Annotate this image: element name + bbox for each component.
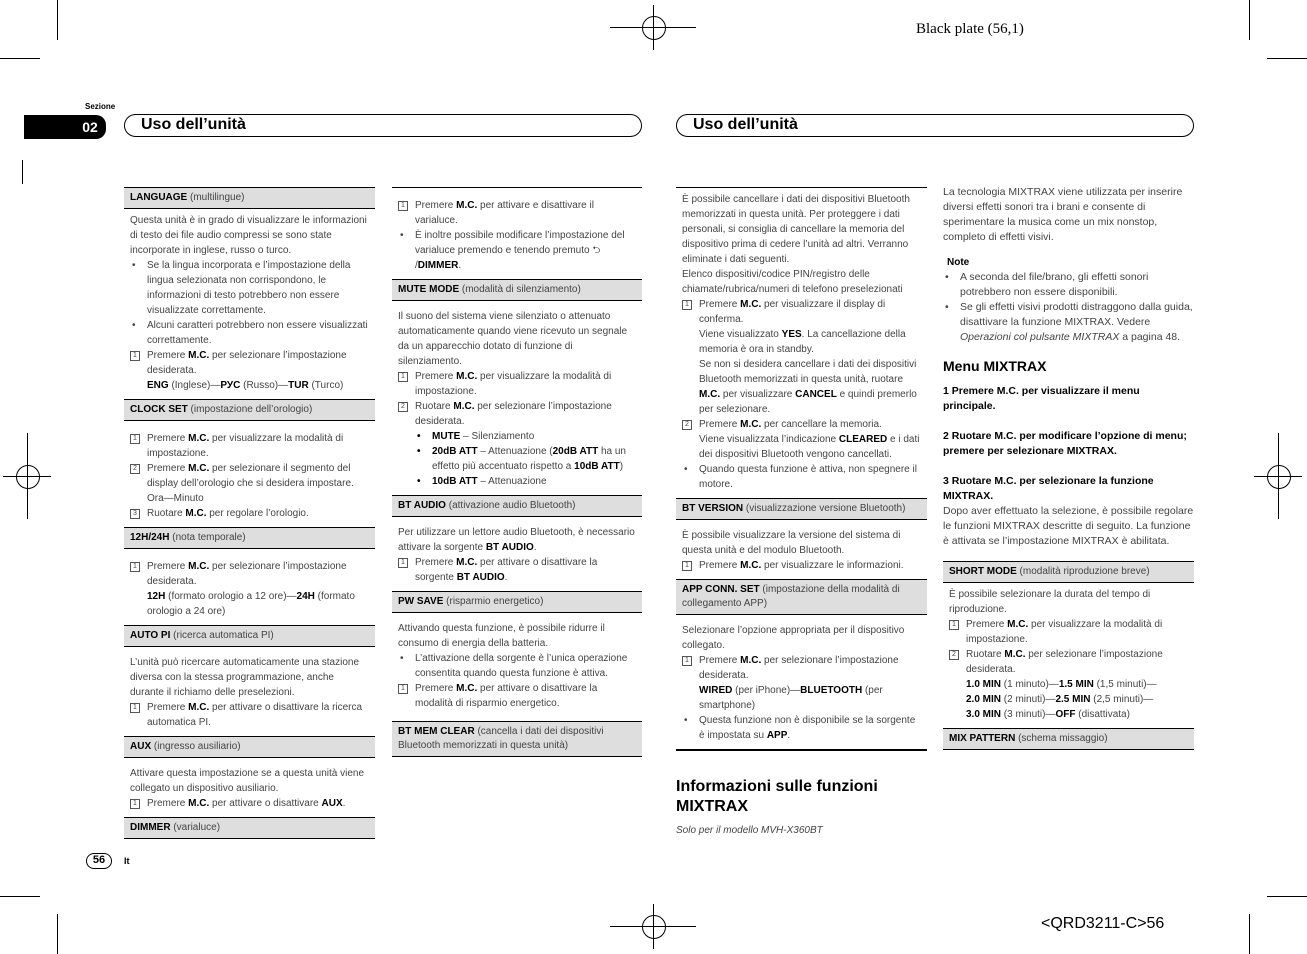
setting-clock-set: CLOCK SET (impostazione dell’orologio) [124, 399, 375, 421]
crop-mark [1249, 0, 1250, 40]
step-item: 2 Premere M.C. per selezionare il segmento del display dell’orologio che si desidera impostare. Ora—Minuto [130, 461, 369, 506]
list-item: • 20dB ATT – Attenuazione (20dB ATT ha un effetto più accentuato rispetto a 10dB ATT) [417, 446, 626, 472]
step-item: 1 Premere M.C. per visualizzare la modalità di impostazione. [130, 431, 369, 461]
crop-mark [57, 914, 58, 954]
list-item: • È inoltre possibile modificare l’impostazione del varialuce premendo e tenendo premuto ⮌ /DIMMER. [400, 230, 625, 271]
document-code: <QRD3211-C>56 [1041, 915, 1165, 932]
registration-line [1278, 433, 1279, 519]
setting-auto-pi: AUTO PI (ricerca automatica PI) [124, 625, 375, 647]
list-item: • Questa funzione non è disponibile se la sorgente è impostata su APP. [684, 715, 916, 741]
header-left [124, 114, 642, 137]
list-item: • Se la lingua incorporata e l’impostazione della lingua selezionata non corrispondono, le informazioni di testo potrebbero non essere visualizzate correttamente. [132, 260, 351, 316]
step-item: 1 Premere M.C. per attivare o disattivare la sorgente BT AUDIO. [398, 555, 636, 585]
step-item: 1 Premere M.C. per selezionare l’impostazione desiderata. ENG (Inglese)—РУС (Russo)—TUR (Turco) [130, 348, 369, 393]
setting-mix-pattern: MIX PATTERN (schema missaggio) [943, 728, 1194, 750]
setting-short-mode: SHORT MODE (modalità riproduzione breve) [943, 561, 1194, 583]
registration-line [653, 904, 654, 949]
setting-aux: AUX (ingresso ausiliario) [124, 736, 375, 758]
step-item: 1 Premere M.C. per visualizzare la modalità di impostazione. [398, 369, 636, 399]
step-item: 1 Premere M.C. per attivare o disattivare la ricerca automatica PI. [130, 700, 369, 730]
setting-app-conn-set: APP CONN. SET (impostazione della modalità di collegamento APP) [676, 579, 927, 615]
section-heading: Informazioni sulle funzioni MIXTRAX [676, 778, 878, 815]
section-number: 02 [24, 115, 106, 139]
step-item: 1 Premere M.C. per selezionare l’impostazione desiderata. 12H (formato orologio a 12 ore)—24H (formato orologio a 24 ore) [130, 559, 369, 619]
list-item: • A seconda del file/brano, gli effetti sonori potrebbero non essere disponibili. [945, 271, 1149, 298]
crop-mark [1267, 58, 1307, 59]
back-icon: ⮌ [592, 245, 601, 256]
header-right-title: Uso dell’unità [693, 116, 798, 133]
crop-mark [1249, 914, 1250, 954]
registration-target-icon [16, 465, 40, 489]
step-item: 1 Premere M.C. per attivare o disattivare AUX. [130, 796, 369, 811]
setting-12h-24h: 12H/24H (nota temporale) [124, 527, 375, 549]
setting-pw-save: PW SAVE (risparmio energetico) [392, 591, 642, 613]
step-item: 1 Premere M.C. per attivare o disattivare la modalità di risparmio energetico. [398, 681, 636, 711]
column-4: La tecnologia MIXTRAX viene utilizzata per inserire diversi effetti sonori tra i brani e consente di sperimentare la musica come un mix nonstop, completo di effetti visivi. Note • A seconda del file/brano, gli effetti sonori potrebbero non essere disponibili. • Se gli effetti visivi prodotti distraggono dalla guida, disattivare la funzione MIXTRAX. Vedere Operazioni col pulsante MIXTRAX a pagina 48. Menu MIXTRAX 1 Premere M.C. per visualizzare il menu principale. 2 Ruotare M.C. per modificare l’opzione di menu; premere per selezionare MIXTRAX. 3 Ruotare M.C. per selezionare la funzione MIXTRAX. Dopo aver effettuato la selezione, è possibile regolare le funzioni MIXTRAX descritte di seguito. La funzione è attivata se l’impostazione MIXTRAX è abilitata. SHORT MODE (modalità riproduzione breve) È possibile selezionare la durata del tempo di riproduzione. 1 Premere M.C. per visualizzare la modalità di impostazione. 2 Ruotare M.C. per selezionare l’impostazione desiderata. 1.0 MIN (1 minuto)—1.5 MIN (1,5 minuti)— 2.0 MIN (2 minuti)—2.5 MIN (2,5 minuti)— 3.0 MIN (3 minuti)—OFF (disattivata) MIX PATTERN (schema missaggio) [943, 185, 1194, 750]
list-item: • Quando questa funzione è attiva, non spegnere il motore. [684, 464, 917, 490]
step-item: 1 Premere M.C. per attivare e disattivare il varialuce. [398, 198, 636, 228]
registration-target-icon [642, 915, 666, 939]
header-right [676, 114, 1194, 137]
language-code: It [124, 856, 130, 866]
column-2: 1 Premere M.C. per attivare e disattivare il varialuce. • È inoltre possibile modificare l’impostazione del varialuce premendo e tenendo premuto ⮌ /DIMMER. MUTE MODE (modalità di silenziamento) Il suono del sistema viene silenziato o attenuato automaticamente quando viene ricevuto un segnale da un apparecchio dotato di funzione di silenziamento. 1 Premere M.C. per visualizzare la modalità di impostazione. 2 Ruotare M.C. per selezionare l’impostazione desiderata. • MUTE – Silenziamento • 20dB ATT – Attenuazione (20dB ATT ha un effetto più accentuato rispetto a 10dB ATT) • 10dB ATT – Attenuazione BT AUDIO (attivazione audio Bluetooth) Per utilizzare un lettore audio Bluetooth, è necessario attivare la sorgente BT AUDIO. 1 Premere M.C. per attivare o disattivare la sorgente BT AUDIO. PW SAVE (risparmio energetico) Attivando questa funzione, è possibile ridurre il consumo di energia della batteria. • L’attivazione della sorgente è l’unica operazione consentita quando questa funzione è attiva. 1 Premere M.C. per attivare o disattivare la modalità di risparmio energetico. BT MEM CLEAR (cancella i dati dei dispositivi Bluetooth memorizzati in questa unità) [392, 187, 642, 757]
registration-line [27, 433, 28, 519]
crop-mark [57, 0, 58, 40]
list-item: • MUTE – Silenziamento [417, 431, 535, 442]
setting-mute-mode: MUTE MODE (modalità di silenziamento) [392, 279, 642, 301]
step-heading: 2 Ruotare M.C. per modificare l’opzione di menu; premere per selezionare MIXTRAX. [943, 430, 1187, 457]
list-item: • Alcuni caratteri potrebbero non essere visualizzati correttamente. [132, 320, 368, 346]
registration-target-icon [1267, 465, 1291, 489]
plate-label: Black plate (56,1) [916, 21, 1024, 37]
step-item: 1 Premere M.C. per visualizzare la modalità di impostazione. [949, 617, 1188, 647]
step-item: 3 Ruotare M.C. per regolare l’orologio. [130, 506, 369, 521]
step-heading: 1 Premere M.C. per visualizzare il menu principale. [943, 385, 1140, 412]
list-item: • Se gli effetti visivi prodotti distraggono dalla guida, disattivare la funzione MIXTRAX. Vedere Operazioni col pulsante MIXTRAX a pagina 48. [945, 301, 1193, 343]
crop-mark [0, 896, 40, 897]
crop-mark [0, 58, 40, 59]
setting-bt-mem-clear: BT MEM CLEAR (cancella i dati dei dispositivi Bluetooth memorizzati in questa unità) [392, 721, 642, 757]
section-heading: Menu MIXTRAX [943, 358, 1047, 374]
crop-mark [1267, 896, 1307, 897]
registration-line [653, 5, 654, 50]
step-heading: 3 Ruotare M.C. per selezionare la funzione MIXTRAX. [943, 475, 1154, 502]
step-item: 2 Ruotare M.C. per selezionare l’impostazione desiderata. 1.0 MIN (1 minuto)—1.5 MIN (1,5 minuti)— 2.0 MIN (2 minuti)—2.5 MIN (2,5 minuti)— 3.0 MIN (3 minuti)—OFF (disattivata) [949, 647, 1188, 722]
column-1: LANGUAGE (multilingue) Questa unità è in grado di visualizzare le informazioni di testo dei file audio compressi se sono state incorporate in inglese, russo o turco. • Se la lingua incorporata e l’impostazione della lingua selezionata non corrispondono, le informazioni di testo potrebbero non essere visualizzate correttamente. • Alcuni caratteri potrebbero non essere visualizzati correttamente. 1 Premere M.C. per selezionare l’impostazione desiderata. ENG (Inglese)—РУС (Russo)—TUR (Turco) CLOCK SET (impostazione dell’orologio) 1 Premere M.C. per visualizzare la modalità di impostazione. 2 Premere M.C. per selezionare il segmento del display dell’orologio che si desidera impostare. Ora—Minuto 3 Ruotare M.C. per regolare l’orologio. 12H/24H (nota temporale) 1 Premere M.C. per selezionare l’impostazione desiderata. 12H (formato orologio a 12 ore)—24H (formato orologio a 24 ore) AUTO PI (ricerca automatica PI) L’unità può ricercare automaticamente una stazione diversa con la stessa programmazione, anche durante il richiamo delle preselezioni. 1 Premere M.C. per attivare o disattivare la ricerca automatica PI. AUX (ingresso ausiliario) Attivare questa impostazione se a questa unità viene collegato un dispositivo ausiliario. 1 Premere M.C. per attivare o disattivare AUX. DIMMER (varialuce) [124, 181, 375, 839]
header-left-title: Uso dell’unità [141, 116, 246, 133]
section-label: Sezione [85, 102, 116, 111]
setting-dimmer: DIMMER (varialuce) [124, 817, 375, 839]
column-3: È possibile cancellare i dati dei dispositivi Bluetooth memorizzati in questa unità. Per proteggere i dati personali, si consiglia di cancellare la memoria del dispositivo prima di cedere l’unità ad altri. Verranno eliminate i dati seguenti. Elenco dispositivi/codice PIN/registro delle chiamate/rubrica/numeri di telefono preselezionati 1 Premere M.C. per visualizzare il display di conferma. Viene visualizzato YES. La cancellazione della memoria è ora in standby. Se non si desidera cancellare i dati dei dispositivi Bluetooth memorizzati in questa unità, ruotare M.C. per visualizzare CANCEL e quindi premerlo per selezionare. 2 Premere M.C. per cancellare la memoria. Viene visualizzata l’indicazione CLEARED e i dati dei dispositivi Bluetooth vengono cancellati. • Quando questa funzione è attiva, non spegnere il motore. BT VERSION (visualizzazione versione Bluetooth) È possibile visualizzare la versione del sistema di questa unità e del modulo Bluetooth. 1 Premere M.C. per visualizzare le informazioni. APP CONN. SET (impostazione della modalità di collegamento APP) Selezionare l’opzione appropriata per il dispositivo collegato. 1 Premere M.C. per selezionare l’impostazione desiderata. WIRED (per iPhone)—BLUETOOTH (per smartphone) • Questa funzione non è disponibile se la sorgente è impostata su APP. Informazioni sulle funzioni MIXTRAX Solo per il modello MVH-X360BT [676, 187, 927, 838]
step-item: 2 Ruotare M.C. per selezionare l’impostazione desiderata. [398, 399, 636, 429]
step-item: 2 Premere M.C. per cancellare la memoria. Viene visualizzata l’indicazione CLEARED e i dati dei dispositivi Bluetooth vengono cancellati. [682, 417, 921, 462]
note-heading: Note [947, 257, 970, 268]
list-item: • 10dB ATT – Attenuazione [417, 476, 547, 487]
step-item: 1 Premere M.C. per visualizzare le informazioni. [682, 558, 921, 573]
step-item: 1 Premere M.C. per visualizzare il display di conferma. Viene visualizzato YES. La cancellazione della memoria è ora in standby. Se non si desidera cancellare i dati dei dispositivi Bluetooth memorizzati in questa unità, ruotare M.C. per visualizzare CANCEL e quindi premerlo per selezionare. [682, 297, 921, 417]
model-note: Solo per il modello MVH-X360BT [676, 825, 823, 836]
crop-mark [22, 160, 23, 184]
registration-target-icon [642, 16, 666, 40]
list-item: • L’attivazione della sorgente è l’unica operazione consentita quando questa funzione è attiva. [400, 653, 628, 679]
setting-bt-version: BT VERSION (visualizzazione versione Bluetooth) [676, 498, 927, 520]
setting-bt-audio: BT AUDIO (attivazione audio Bluetooth) [392, 495, 642, 517]
page-number: 56 [86, 853, 112, 869]
step-item: 1 Premere M.C. per selezionare l’impostazione desiderata. WIRED (per iPhone)—BLUETOOTH (per smartphone) [682, 653, 921, 713]
setting-language: LANGUAGE (multilingue) [124, 187, 375, 209]
